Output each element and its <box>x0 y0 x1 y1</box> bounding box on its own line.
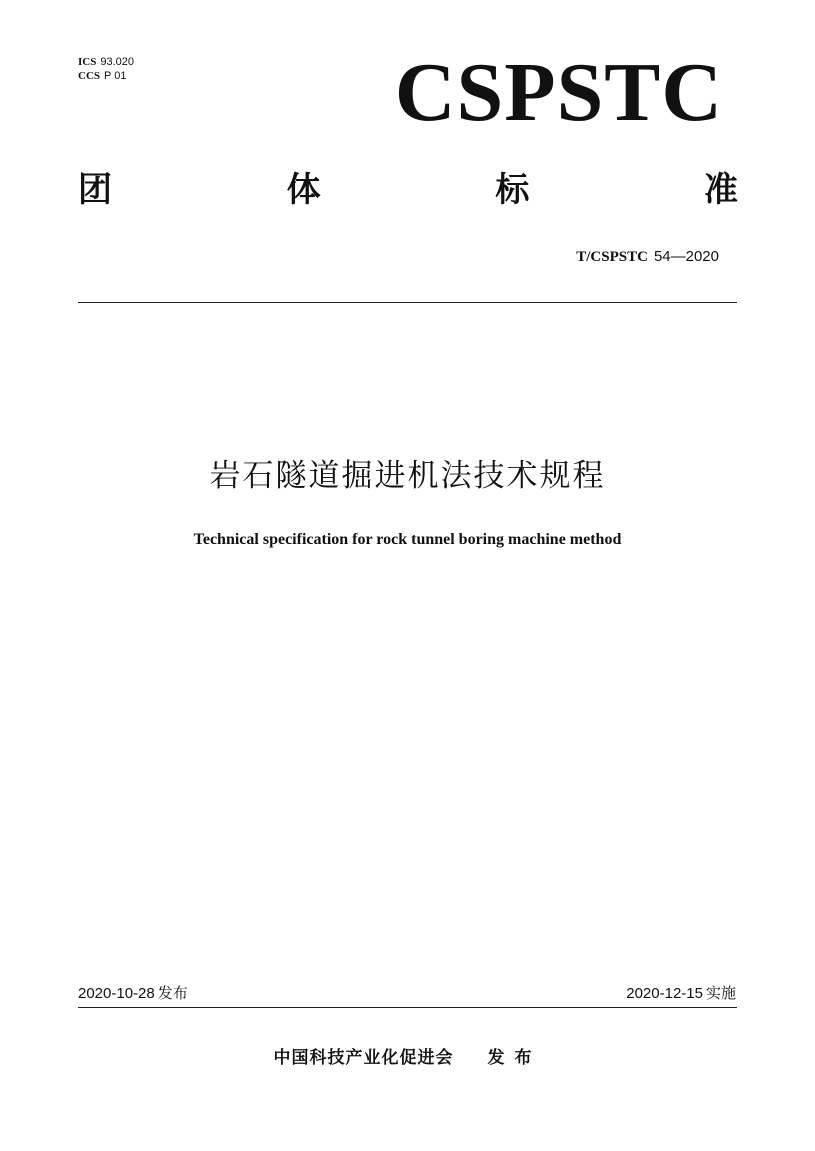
release-date-label: 发布 <box>157 984 188 1002</box>
publisher-line <box>0 1047 815 1069</box>
ccs-line <box>78 69 134 83</box>
standard-year-number: 54—2020 <box>653 248 719 265</box>
brand-logo-text: CSPSTC <box>394 46 723 139</box>
standard-type-char: 体 <box>286 170 321 210</box>
implement-date-value: 2020-12-15 <box>626 985 703 1002</box>
standard-type-char: 准 <box>703 170 738 210</box>
title-english: Technical specification for rock tunnel boring machine method <box>193 531 622 548</box>
ics-line <box>78 55 134 69</box>
ccs-label: CCS <box>78 70 101 82</box>
release-date-value: 2020-10-28 <box>78 985 155 1002</box>
release-date <box>78 983 188 1004</box>
ics-value: 93.020 <box>100 56 134 68</box>
publisher-organization: 中国科技产业化促进会 <box>273 1048 454 1068</box>
ccs-value: P 01 <box>104 70 127 82</box>
header-divider <box>78 302 737 303</box>
implement-date <box>626 983 736 1004</box>
standard-type-char: 标 <box>495 170 530 210</box>
publisher-action: 发布 <box>487 1048 542 1068</box>
implement-date-label: 实施 <box>705 984 736 1002</box>
footer-divider <box>78 1007 737 1008</box>
standard-type-heading <box>78 170 738 210</box>
standard-number <box>576 246 719 267</box>
title-chinese: 岩石隧道掘进机法技术规程 <box>209 458 606 494</box>
classification-codes <box>78 55 134 83</box>
standard-code: T/CSPSTC <box>576 249 648 265</box>
ics-label: ICS <box>78 56 97 68</box>
standard-type-char: 团 <box>78 170 112 210</box>
